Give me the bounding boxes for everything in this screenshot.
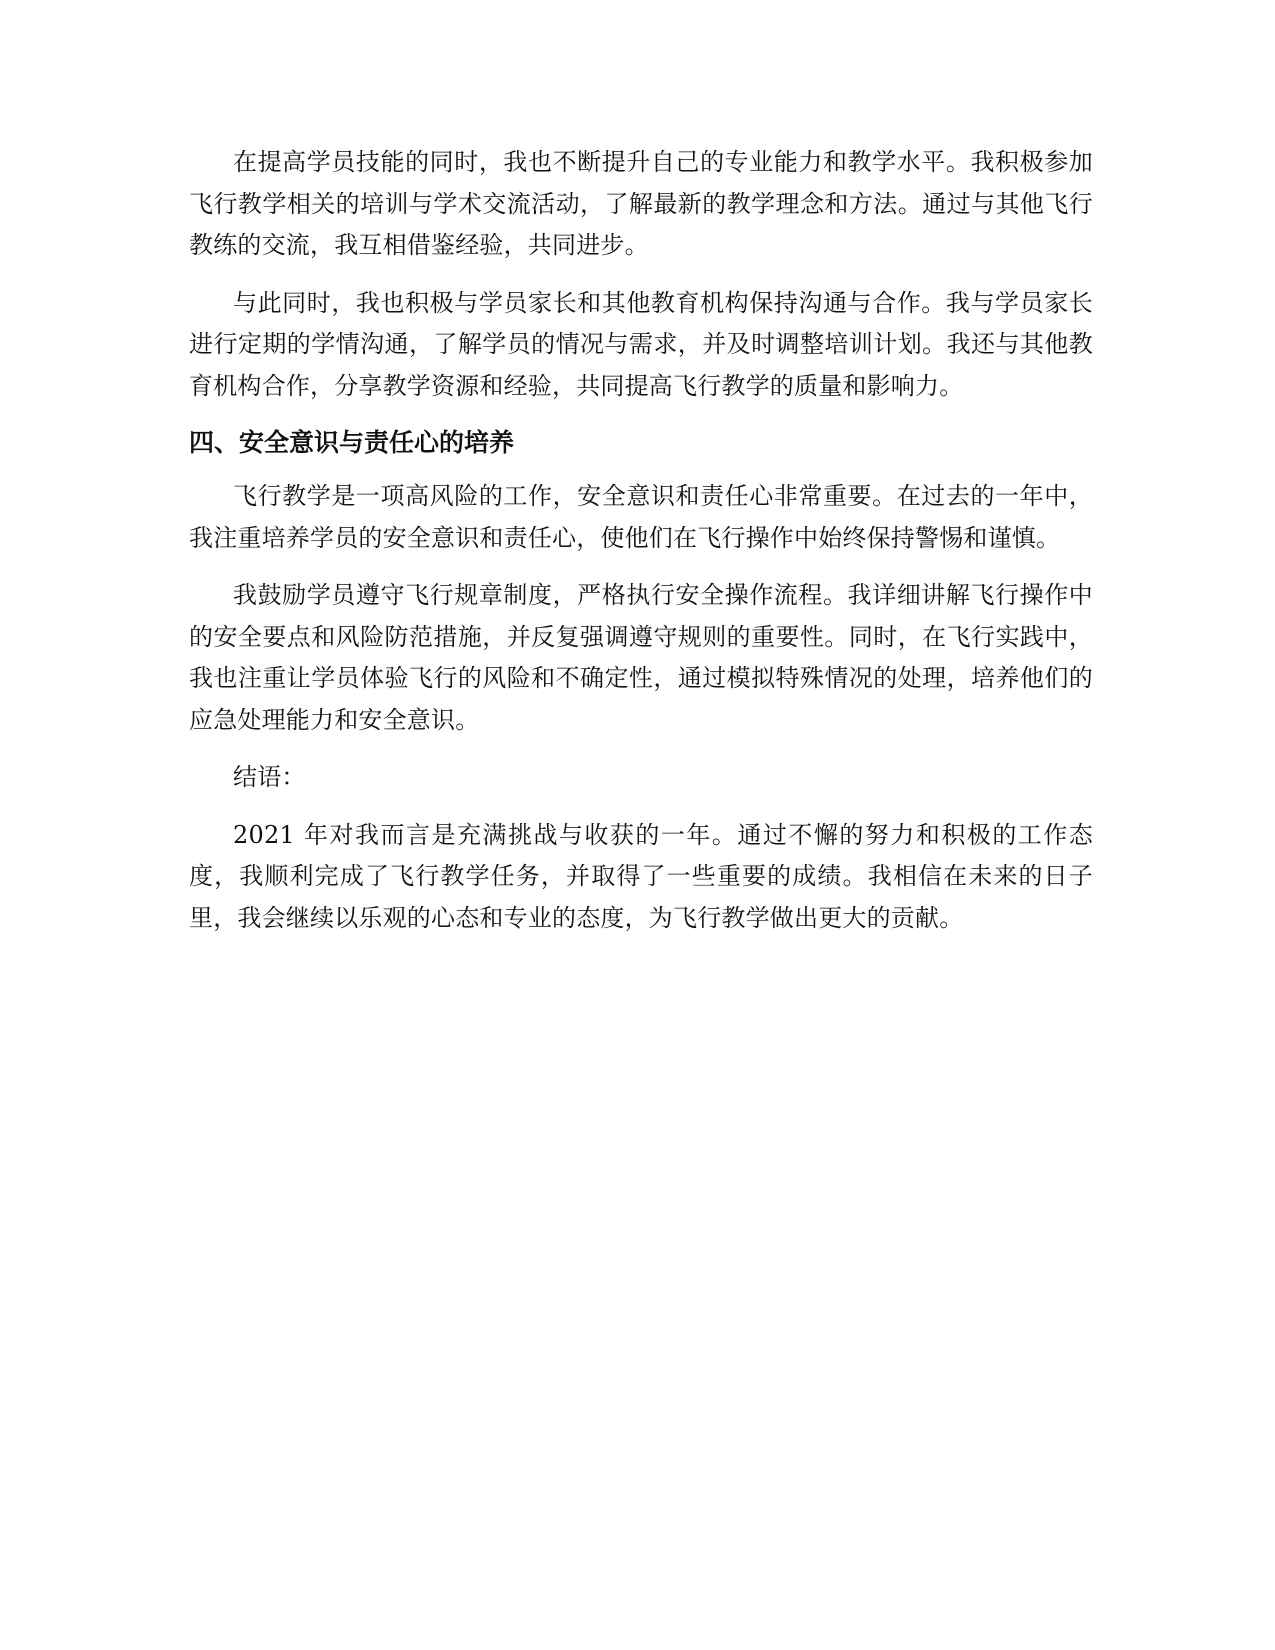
section-heading-safety: 四、安全意识与责任心的培养: [189, 428, 515, 457]
paragraph-parent-communication: 与此同时，我也积极与学员家长和其他教育机构保持沟通与合作。我与学员家长进行定期的学情沟通，了解学员的情况与需求，并及时调整培训计划。我还与其他教育机构合作，分享教学资源和经验，共同提高飞行教学的质量和影响力。: [189, 288, 1093, 400]
document-body: [189, 142, 1093, 955]
paragraph-safety-rules: 我鼓励学员遵守飞行规章制度，严格执行安全操作流程。我详细讲解飞行操作中的安全要点和风险防范措施，并反复强调遵守规则的重要性。同时，在飞行实践中，我也注重让学员体验飞行的风险和不确定性，通过模拟特殊情况的处理，培养他们的应急处理能力和安全意识。: [189, 581, 1093, 734]
paragraph-instructor-development: 在提高学员技能的同时，我也不断提升自己的专业能力和教学水平。我积极参加飞行教学相关的培训与学术交流活动，了解最新的教学理念和方法。通过与其他飞行教练的交流，我互相借鉴经验，共同进步。: [189, 148, 1093, 259]
paragraph-safety-awareness: 飞行教学是一项高风险的工作，安全意识和责任心非常重要。在过去的一年中，我注重培养学员的安全意识和责任心，使他们在飞行操作中始终保持警惕和谨慎。: [189, 482, 1093, 552]
conclusion-label: 结语：: [233, 763, 306, 791]
paragraph-conclusion: 2021 年对我而言是充满挑战与收获的一年。通过不懈的努力和积极的工作态度，我顺利完成了飞行教学任务，并取得了一些重要的成绩。我相信在未来的日子里，我会继续以乐观的心态和专业的态度，为飞行教学做出更大的贡献。: [189, 820, 1093, 932]
